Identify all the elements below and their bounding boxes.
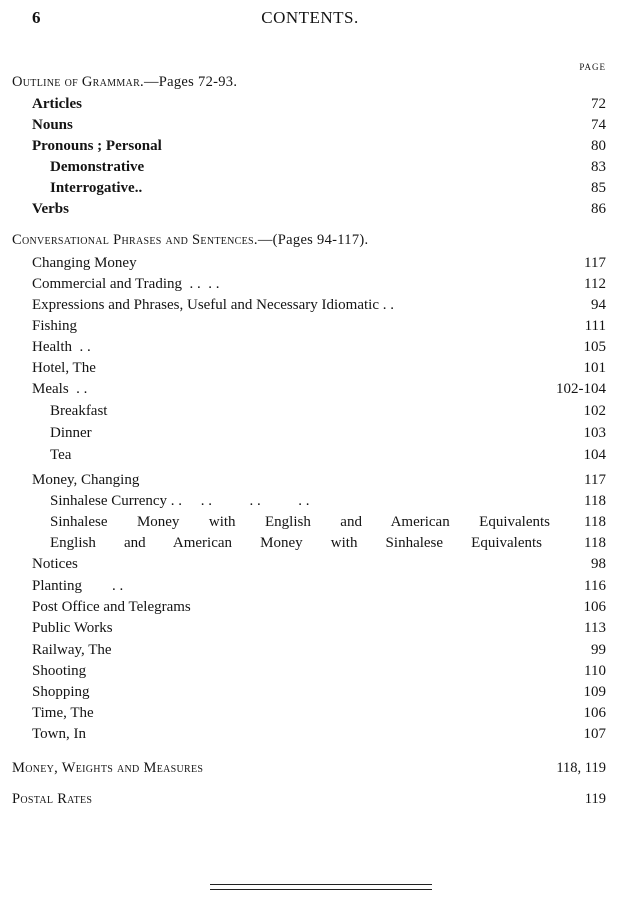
entry-text: Public Works <box>32 620 113 636</box>
entry-text: Tea <box>50 447 72 463</box>
entry-text: Post Office and Telegrams <box>32 599 191 615</box>
entry-text: Pronouns ; Personal <box>32 138 162 154</box>
entry-page: 83 <box>591 159 606 175</box>
entry-page: 72 <box>591 96 606 112</box>
page-number: 6 <box>32 8 41 27</box>
ornamental-rule-bottom <box>210 889 432 890</box>
entry-text: Hotel, The <box>32 360 96 376</box>
toc-entry <box>0 423 620 443</box>
entry-page: 117 <box>584 255 606 271</box>
toc-entry <box>0 379 620 399</box>
entry-text: Interrogative.. <box>50 180 143 196</box>
section-heading-grammar <box>12 74 237 91</box>
entry-text: Dinner <box>50 425 92 441</box>
toc-entry <box>0 533 620 553</box>
toc-entry <box>0 445 620 465</box>
entry-page: 86 <box>591 201 606 217</box>
toc-entry <box>0 94 620 114</box>
toc-entry <box>0 337 620 357</box>
entry-text: Breakfast <box>50 403 108 419</box>
entry-page: 98 <box>591 556 606 572</box>
ornamental-rule-top <box>210 884 432 885</box>
toc-entry <box>0 253 620 273</box>
entry-page: 110 <box>584 663 606 679</box>
toc-entry <box>0 401 620 421</box>
entry-text: Sinhalese Currency . . . . . . . . <box>50 493 310 509</box>
entry-text: Money, Changing <box>32 472 140 488</box>
entry-page: 103 <box>583 425 606 441</box>
entry-page: 105 <box>583 339 606 355</box>
entry-page: 94 <box>591 297 606 313</box>
postal-heading: Postal Rates <box>12 791 93 807</box>
section-money-weights-measures <box>12 758 606 778</box>
toc-entry <box>0 470 620 490</box>
entry-text: Shopping <box>32 684 90 700</box>
entry-page: 109 <box>583 684 606 700</box>
entry-text: Demonstrative <box>50 159 145 175</box>
entry-text: Verbs <box>32 201 69 217</box>
entry-text: Town, In <box>32 726 86 742</box>
toc-entry <box>0 554 620 574</box>
entry-text: Shooting <box>32 663 87 679</box>
entry-page: 118 <box>584 493 606 509</box>
toc-entry <box>0 491 620 511</box>
section-postal-rates <box>12 789 606 809</box>
toc-entry <box>0 178 620 198</box>
toc-entry <box>0 640 620 660</box>
entry-text: Articles <box>32 96 82 112</box>
section-heading-phrases <box>12 232 368 249</box>
toc-entry <box>0 157 620 177</box>
entry-text: Changing Money <box>32 255 137 271</box>
entry-page: 102 <box>583 403 606 419</box>
toc-entry <box>0 115 620 135</box>
entry-page: 107 <box>583 726 606 742</box>
entry-page: 112 <box>584 276 606 292</box>
toc-entry <box>0 274 620 294</box>
entry-page: 106 <box>583 599 606 615</box>
entry-page: 116 <box>584 578 606 594</box>
entry-text: Commercial and Trading . . . . <box>32 276 220 292</box>
toc-entry <box>0 136 620 156</box>
entry-page: 80 <box>591 138 606 154</box>
entry-text: Notices <box>32 556 78 572</box>
entry-page: 101 <box>583 360 606 376</box>
grammar-heading-pages: —Pages 72-93. <box>143 74 238 90</box>
toc-entry <box>0 682 620 702</box>
toc-entry <box>0 295 620 315</box>
toc-entry <box>0 661 620 681</box>
money-page: 118, 119 <box>556 760 606 776</box>
toc-entry <box>0 199 620 219</box>
entry-page: 118 <box>584 514 606 530</box>
entry-page: 102-104 <box>556 381 606 397</box>
entry-page: 118 <box>584 535 606 551</box>
entry-text: English and American Money with Sinhalese Equivalents <box>50 535 542 551</box>
entry-page: 111 <box>584 318 606 334</box>
postal-page: 119 <box>584 791 606 807</box>
entry-page: 117 <box>584 472 606 488</box>
entry-text: Railway, The <box>32 642 112 658</box>
toc-entry <box>0 316 620 336</box>
phrases-heading-pages: —(Pages 94-117). <box>257 232 369 248</box>
entry-text: Meals . . <box>32 381 88 397</box>
phrases-heading-text: Conversational Phrases and Sentences. <box>12 232 258 248</box>
toc-entry <box>0 703 620 723</box>
entry-page: 99 <box>591 642 606 658</box>
toc-entry <box>0 358 620 378</box>
page-column-label: PAGE <box>579 62 606 72</box>
entry-page: 74 <box>591 117 606 133</box>
toc-entry <box>0 597 620 617</box>
entry-text: Planting . . <box>32 578 124 594</box>
toc-entry <box>0 618 620 638</box>
entry-text: Nouns <box>32 117 73 133</box>
entry-text: Time, The <box>32 705 94 721</box>
entry-page: 85 <box>591 180 606 196</box>
entry-page: 104 <box>583 447 606 463</box>
entry-text: Expressions and Phrases, Useful and Necessary Idiomatic . . <box>32 297 394 313</box>
money-heading: Money, Weights and Measures <box>12 760 204 776</box>
toc-entry <box>0 724 620 744</box>
toc-entry <box>0 512 620 532</box>
entry-text: Health . . <box>32 339 91 355</box>
entry-text: Sinhalese Money with English and American Equivalents <box>50 514 550 530</box>
running-head: CONTENTS. <box>261 8 359 27</box>
grammar-heading-text: Outline of Grammar. <box>12 74 144 90</box>
toc-entry <box>0 576 620 596</box>
entry-page: 106 <box>583 705 606 721</box>
entry-page: 113 <box>584 620 606 636</box>
entry-text: Fishing <box>32 318 78 334</box>
